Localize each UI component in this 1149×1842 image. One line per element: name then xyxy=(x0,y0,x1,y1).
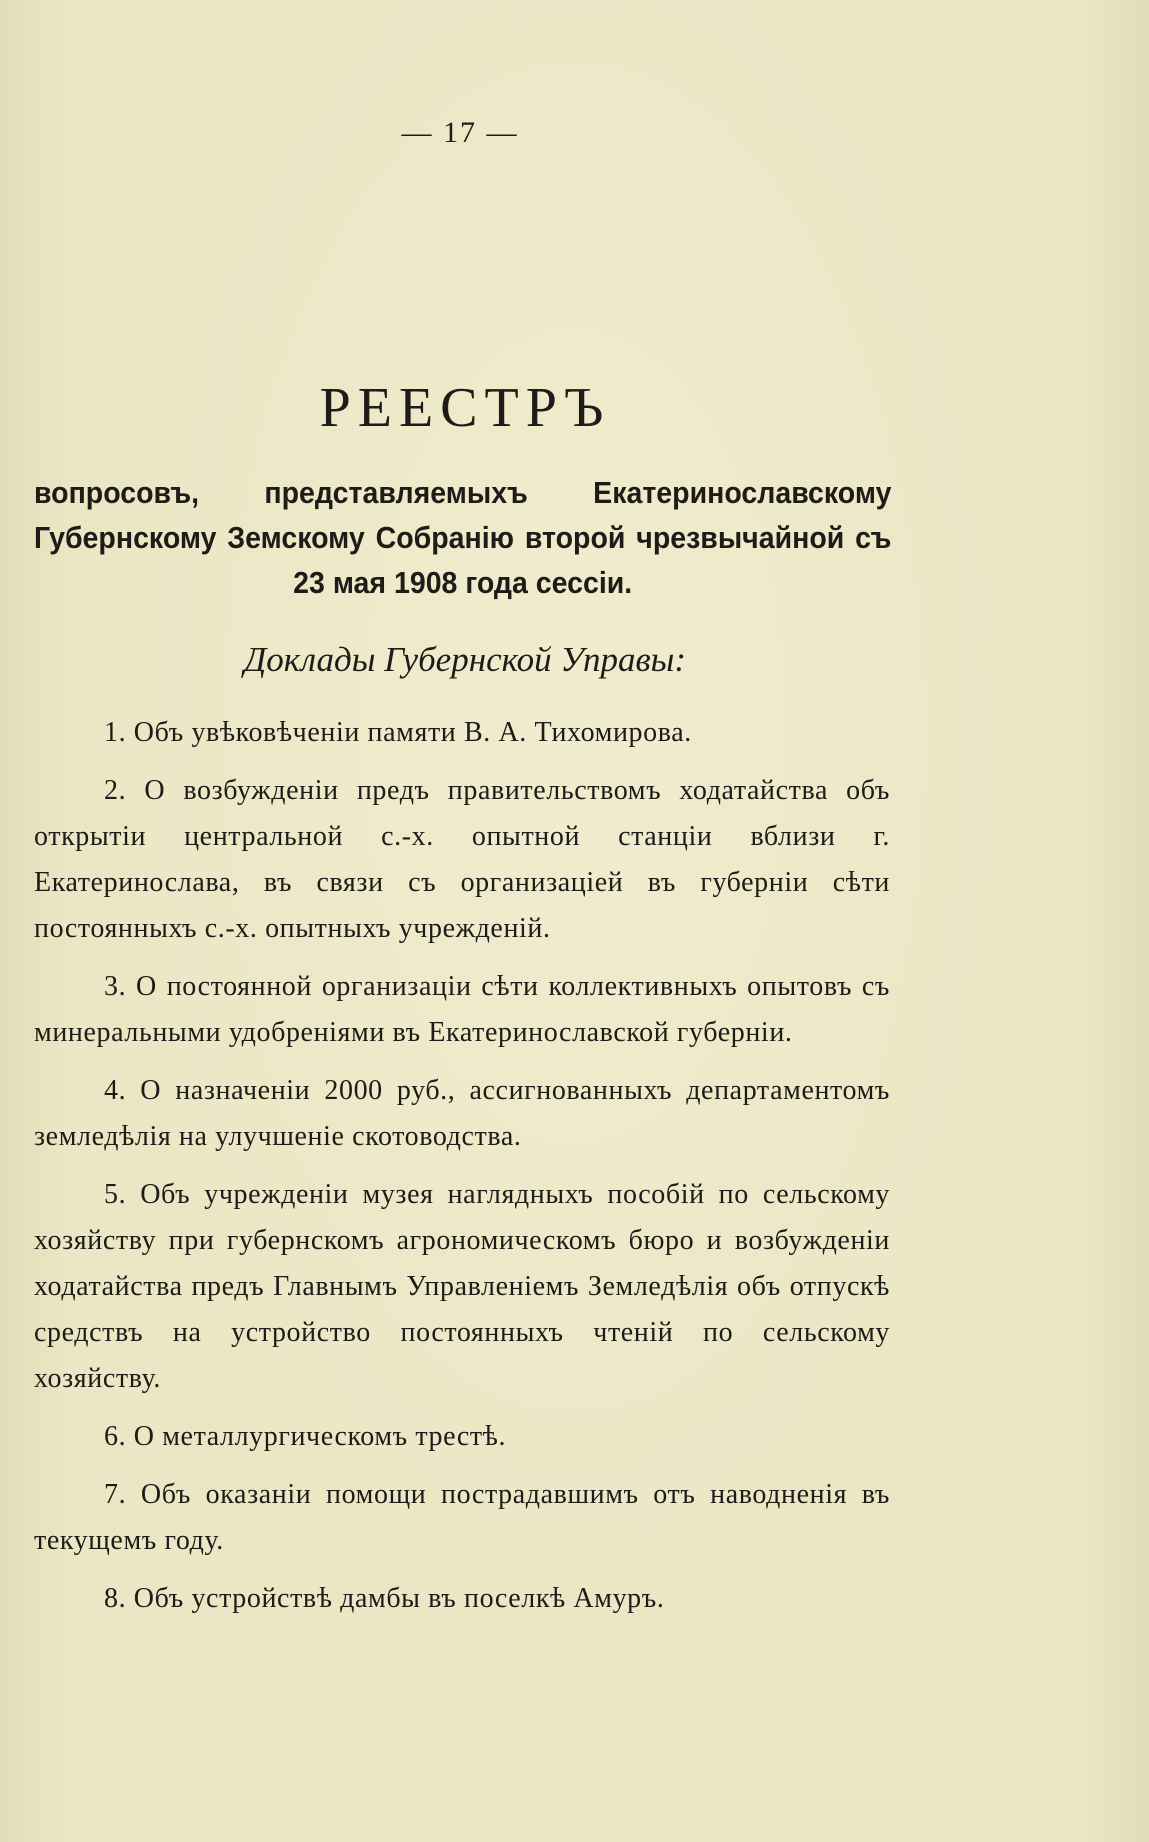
agenda-item: 6. О металлургическомъ трестѣ. xyxy=(104,1421,507,1452)
agenda-item: 1. Объ увѣковѣченіи памяти В. А. Тихомирова. xyxy=(104,717,692,748)
agenda-item: 3. О постоянной организаціи сѣти коллективныхъ опытовъ съ минеральными удобреніями въ Екатеринославской губерніи. xyxy=(34,971,890,1048)
agenda-item: 7. Объ оказаніи помощи пострадавшимъ отъ наводненія въ текущемъ году. xyxy=(34,1479,890,1556)
agenda-item: 4. О назначеніи 2000 руб., ассигнованныхъ департаментомъ земледѣлія на улучшеніе скотоводства. xyxy=(34,1075,890,1152)
section-heading: Доклады Губернской Управы: xyxy=(243,640,687,679)
document-subtitle: вопросовъ, представляемыхъ Екатеринославскому Губернскому Земскому Собранію второй чрезвычайной съ 23 мая 1908 года сессіи. xyxy=(34,475,892,600)
agenda-item: 8. Объ устройствѣ дамбы въ поселкѣ Амуръ. xyxy=(104,1583,665,1614)
agenda-item: 5. Объ учрежденіи музея наглядныхъ пособій по сельскому хозяйству при губернскомъ агрономическомъ бюро и возбужденіи ходатайства предъ Главнымъ Управленіемъ Земледѣлія объ отпускѣ средствъ на устройство постоянныхъ чтеній по сельскому хозяйству. xyxy=(34,1179,890,1394)
page-number: — 17 — xyxy=(401,116,519,149)
agenda-item: 2. О возбужденіи предъ правительствомъ ходатайства объ открытіи центральной с.-х. опытной станціи вблизи г. Екатеринослава, въ связи съ организаціей въ губерніи сѣти постоянныхъ с.-х. опытныхъ учрежденій. xyxy=(34,775,890,944)
agenda-list xyxy=(34,710,890,1634)
page-title: РЕЕСТРЪ xyxy=(319,377,611,439)
